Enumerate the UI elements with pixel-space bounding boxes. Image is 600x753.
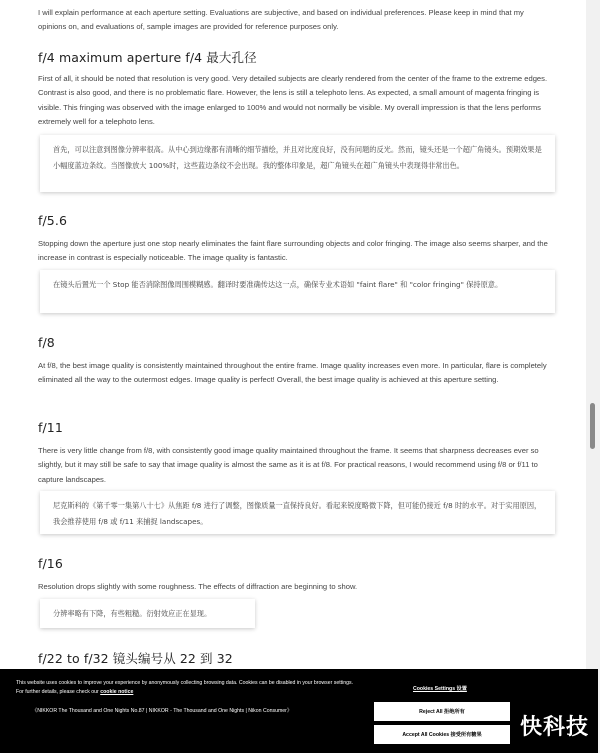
- paragraph-f11: There is very little change from f/8, with consistently good image quality maintained throughout the frame. It seems that sharpness decreases ever so slightly, but it may still be safe to say that image quality is almost the same as it is at f/8. For practical reasons, I would recommend using f/8 or f/11 to capture landscapes.: [38, 446, 539, 484]
- heading-f4: f/4 maximum aperture f/4 最大孔径: [38, 50, 257, 65]
- reject-all-button[interactable]: Reject All 拒绝所有: [374, 702, 510, 721]
- cookie-notice-link[interactable]: cookie notice: [100, 689, 134, 696]
- note-f16: 分辨率略有下降，有些粗糙。衍射效应正在显现。: [40, 599, 255, 628]
- heading-f22-f32: f/22 to f/32 镜头编号从 22 到 32: [38, 651, 233, 666]
- paragraph-f4: First of all, it should be noted that resolution is very good. Very detailed subjects are clearly rendered from the center of the frame to the extreme edges. Contrast is also good, and there is no problematic flare. However, the lens is still a telephoto lens. As expected, a small amount of magenta fringing is visible. This fringing was observed with the image enlarged to 100% and would not normally be visible. My overall impression is that the lens performs extremely well for a telephoto lens.: [38, 74, 548, 127]
- note-f11: 尼克斯科的《第千零一集第八十七》从焦距 f/8 进行了调整，图像质量一直保持良好。看起来锐度略微下降，但可能仍接近 f/8 时的水平。对于实用原因，我会推荐使用 f/8 或 f/11 来捕捉 landscapes。: [40, 491, 555, 534]
- note-f5-6: 在镜头后置光一个 Stop 能否消除图像周围模糊感。翻译时要准确传达这一点，确保专业术语如 "faint flare" 和 "color fringing" 保持原意。: [40, 270, 555, 313]
- paragraph-f8: At f/8, the best image quality is consistently maintained throughout the entire frame. Image quality increases even more. In particular, flare is completely eliminated all the way to the outermost edges. Image quality is perfect! Overall, the best image quality is achieved at this aperture setting.: [38, 361, 547, 385]
- scrollbar-thumb[interactable]: [590, 403, 595, 449]
- paragraph-f16: Resolution drops slightly with some roughness. The effects of diffraction are beginning to show.: [38, 582, 358, 591]
- heading-f8: f/8: [38, 335, 55, 350]
- cookie-settings-link[interactable]: Cookies Settings 设置: [413, 686, 467, 692]
- page-title-breadcrumb: 《NIKKOR The Thousand and One Nights No.87 | NIKKOR - The Thousand and One Nights | Nikon Consumer》: [32, 708, 293, 714]
- watermark-logo: 快科技: [520, 715, 590, 740]
- heading-f5-6: f/5.6: [38, 213, 67, 228]
- cookie-text: [16, 679, 361, 698]
- heading-f11: f/11: [38, 420, 63, 435]
- cookie-message: This website uses cookies to improve your experience by anonymously collecting browsing data. Cookies can be disabled in your browser settings. For further details, please check our: [16, 680, 354, 696]
- cookie-banner: [0, 669, 598, 753]
- heading-f16: f/16: [38, 556, 63, 571]
- accept-all-cookies-button[interactable]: Accept All Cookies 接受所有糖果: [374, 725, 510, 744]
- page-scrollbar[interactable]: [586, 0, 600, 753]
- intro-paragraph: I will explain performance at each aperture setting. Evaluations are subjective, and based on individual preferences. Please keep in mind that my opinions on, and evaluations of, sample images are provided for reference purposes only.: [38, 8, 524, 32]
- note-f4: 首先，可以注意到图像分辨率很高。从中心到边缘都有清晰的细节描绘，并且对比度良好，没有问题的反光。然而，镜头还是一个超广角镜头。预期效果是小幅度蓝边条纹。当图像放大 100%时，这些蓝边条纹不会出现。我的整体印象是，超广角镜头在超广角镜头中表现得非常出色。: [40, 135, 555, 192]
- paragraph-f5-6: Stopping down the aperture just one stop nearly eliminates the faint flare surrounding objects and color fringing. The image also seems sharper, and the increase in contrast is especially noticeable. The image quality is fantastic.: [38, 239, 548, 263]
